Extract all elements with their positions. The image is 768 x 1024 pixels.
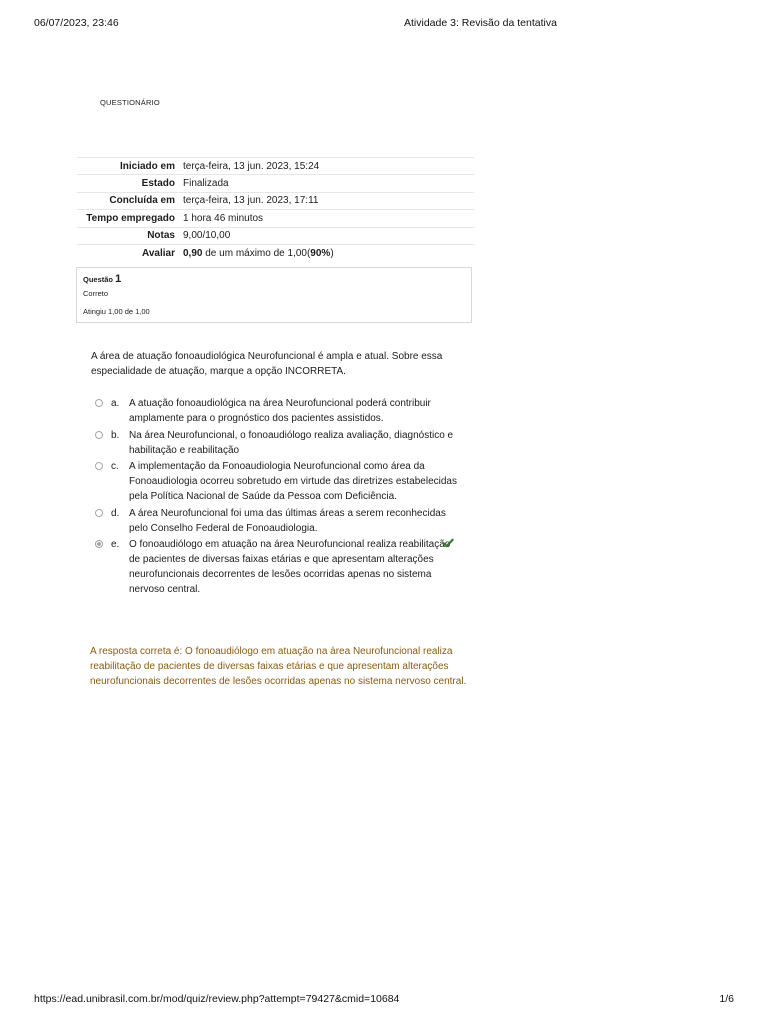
answer-option-selected[interactable] [95, 537, 465, 597]
correct-answer-feedback: A resposta correta é: O fonoaudiólogo em atuação na área Neurofuncional realiza reabilitação de pacientes de diversas faixas etárias e que apresentam alterações neurofuncionais decorrentes de lesões ocorridas apenas no sistema nervoso central. [90, 646, 467, 687]
answer-text: O fonoaudiólogo em atuação na área Neurofuncional realiza reabilitação de pacientes de diversas faixas etárias e que apresentam alterações neurofuncionais decorrentes de lesões ocorridas apenas no sistema nervoso central. [129, 539, 451, 595]
summary-label: Tempo empregado [86, 212, 175, 224]
summary-value: Finalizada [183, 178, 229, 190]
radio-button[interactable] [95, 399, 103, 407]
summary-label: Concluída em [109, 195, 175, 207]
answer-options [95, 396, 465, 599]
grade-close-paren: ) [330, 247, 334, 259]
summary-label: Iniciado em [119, 160, 175, 172]
summary-row-grade [77, 244, 474, 261]
check-icon [442, 537, 454, 549]
answer-option[interactable] [95, 428, 465, 458]
summary-value: 1 hora 46 minutos [183, 212, 264, 224]
summary-value: terça-feira, 13 jun. 2023, 17:11 [183, 195, 319, 207]
answer-letter: c. [111, 461, 119, 472]
page-url: https://ead.unibrasil.com.br/mod/quiz/review.php?attempt=79427&cmid=10684 [34, 993, 400, 1005]
answer-letter: d. [111, 507, 120, 519]
answer-text: A área Neurofuncional foi uma das últimas áreas a serem reconhecidas pelo Conselho Federal de Fonoaudiologia. [129, 507, 446, 534]
summary-row-marks [77, 227, 474, 244]
answer-letter: e. [111, 539, 120, 550]
answer-text: Na área Neurofuncional, o fonoaudiólogo realiza avaliação, diagnóstico e habilitação e reabilitação [129, 429, 454, 456]
summary-row-completed [77, 192, 474, 209]
question-grade: Atingiu 1,00 de 1,00 [83, 307, 150, 316]
summary-row-started [77, 158, 474, 175]
question-text: A área de atuação fonoaudiológica Neurofuncional é ampla e atual. Sobre essa especialidade de atuação, marque a opção INCORRETA. [91, 351, 443, 377]
question-title [83, 273, 465, 285]
question-state: Correto [83, 289, 109, 298]
summary-row-state [77, 175, 474, 192]
question-number: 1 [115, 273, 122, 285]
radio-button-selected[interactable] [95, 540, 103, 548]
summary-value: terça-feira, 13 jun. 2023, 15:24 [183, 160, 320, 172]
answer-text: A atuação fonoaudiológica na área Neurofuncional poderá contribuir amplamente para o prognóstico dos pacientes assistidos. [129, 398, 431, 424]
grade-value: 0,90 [183, 247, 203, 259]
summary-label: Avaliar [142, 247, 175, 259]
grade-max-text: de um máximo de 1,00( [202, 247, 311, 259]
question-label: Questão [83, 275, 116, 284]
attempt-summary-table [77, 157, 474, 261]
summary-value [179, 244, 474, 261]
page-number: 1/6 [719, 993, 734, 1005]
answer-text: A implementação da Fonoaudiologia Neurofuncional como área da Fonoaudiologia ocorreu sobretudo em virtude das diretrizes estabelecidas pela Política Nacional de Saúde da Pessoa com Deficiência. [129, 461, 457, 502]
answer-letter: a. [111, 398, 120, 409]
print-datetime: 06/07/2023, 23:46 [34, 17, 119, 29]
summary-row-time-taken [77, 210, 474, 227]
document-title: Atividade 3: Revisão da tentativa [404, 17, 557, 29]
question-info-box [76, 267, 472, 323]
answer-option[interactable] [95, 396, 465, 426]
radio-button[interactable] [95, 509, 103, 517]
answer-option[interactable] [95, 506, 465, 536]
summary-label: Estado [141, 178, 175, 190]
print-footer [34, 993, 734, 1007]
radio-button[interactable] [95, 462, 103, 470]
answer-option[interactable] [95, 459, 465, 504]
answer-letter: b. [111, 429, 120, 441]
radio-button[interactable] [95, 431, 103, 439]
grade-percent: 90% [310, 247, 331, 259]
summary-value: 9,00/10,00 [183, 230, 231, 242]
section-label: QUESTIONÁRIO [100, 98, 160, 107]
print-header [34, 17, 734, 31]
summary-label: Notas [147, 230, 175, 242]
